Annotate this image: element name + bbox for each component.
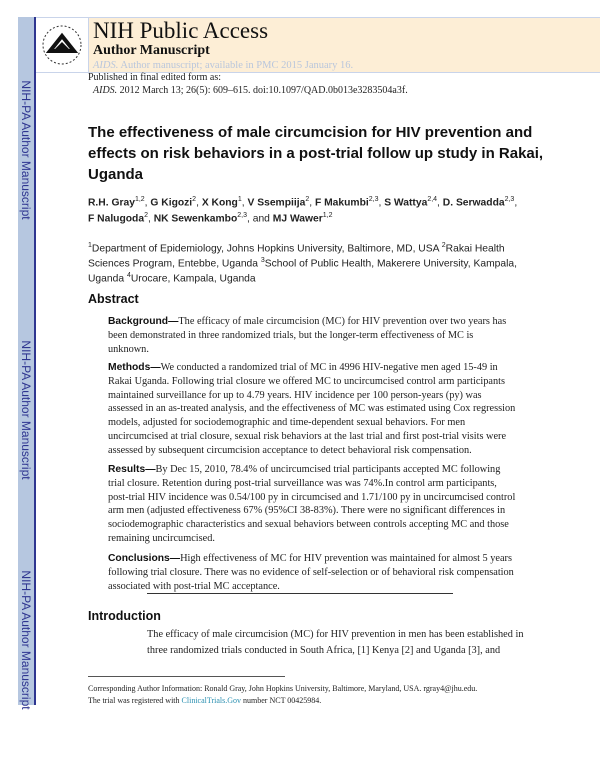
abstract-text: remaining uncircumcised. xyxy=(108,533,215,544)
nih-header xyxy=(36,17,600,73)
author-name[interactable]: D. Serwadda xyxy=(442,197,505,209)
affiliation-text: School of Public Health, Makerere University, Kampala, xyxy=(264,258,517,270)
availability-line xyxy=(93,60,353,71)
and-text: and xyxy=(252,213,270,225)
nih-seal-icon xyxy=(36,18,88,72)
abstract-line xyxy=(108,343,149,357)
author-affiliation-sup: 1,2 xyxy=(134,196,145,203)
side-label: NIH-PA Author Manuscript xyxy=(19,340,33,480)
affiliation-text: Urocare, Kampala, Uganda xyxy=(130,273,256,285)
abstract-line xyxy=(108,566,514,580)
affiliation-text: Sciences Program, Entebbe, Uganda xyxy=(88,258,261,270)
abstract-line xyxy=(108,375,505,389)
author-affiliation-sup: 2,3 xyxy=(368,196,379,203)
author-affiliation-sup: 2,3 xyxy=(237,212,247,219)
citation-text: 2012 March 13; 26(5): 609–615. doi:10.1097/QAD.0b013e3283504a3f. xyxy=(119,85,408,96)
abstract-line xyxy=(108,580,280,594)
author-affiliation-sup: 2 xyxy=(192,196,197,203)
header-banner xyxy=(89,18,600,72)
footnote-rule xyxy=(88,676,285,677)
abstract-text: By Dec 15, 2010, 78.4% of uncircumcised trial participants accepted MC following xyxy=(155,464,501,475)
abstract-text: post-trial HIV incidence was 0.54/100 py in circumcised and 1.71/100 py in uncircumcised control xyxy=(108,491,516,503)
affiliation-line xyxy=(88,269,256,286)
abstract-text: We conducted a randomized trial of MC in 4996 HIV-negative men aged 15-49 in xyxy=(160,362,498,373)
abstract-line xyxy=(108,361,498,375)
abstract-line xyxy=(108,416,465,430)
clinicaltrials-link[interactable]: ClinicalTrials.Gov xyxy=(181,696,242,705)
title-line: Uganda xyxy=(88,166,144,183)
citation-journal: AIDS. xyxy=(93,85,118,96)
citation xyxy=(93,84,408,98)
author-affiliation-sup: 2,3 xyxy=(504,196,515,203)
abstract-text: Rakai Uganda. Following trial closure we offered MC to uncircumcised control arm participants xyxy=(108,375,505,387)
published-label: Published in final edited form as: xyxy=(88,72,222,83)
abstract-section-label: Conclusions— xyxy=(108,553,181,564)
author-name[interactable]: MJ Wawer xyxy=(272,213,323,225)
abstract-line xyxy=(108,491,515,505)
introduction-heading: Introduction xyxy=(88,609,161,623)
abstract-line xyxy=(108,444,472,458)
abstract-text: models, adjusted for sociodemographic and time-dependent sexual behaviors. For men xyxy=(108,417,466,429)
author-line: F Nalugoda$^2$, NK Sewenkambo$^{2,3}$, and MJ Wawer$^{1,2}$ xyxy=(88,212,333,225)
abstract-heading: Abstract xyxy=(88,292,139,306)
author-name[interactable]: F Nalugoda xyxy=(88,213,145,225)
author-name[interactable]: X Kong xyxy=(201,197,238,209)
author-affiliation-sup: 2 xyxy=(305,196,310,203)
title-line: effects on risk behaviors in a post-trial follow up study in Rakai, xyxy=(88,145,544,162)
abstract-section-label: Background— xyxy=(108,316,179,327)
abstract-text: The efficacy of male circumcision (MC) for HIV prevention over two years has xyxy=(178,316,507,327)
abstract-text: sociodemographic characteristics and sexual behaviors between controls accepting MC and those xyxy=(108,519,509,531)
abstract-line xyxy=(108,389,482,403)
affiliation-text: Department of Epidemiology, Johns Hopkins University, Baltimore, MD, USA xyxy=(91,243,442,255)
abstract-section-label: Results— xyxy=(108,464,156,475)
affiliation-text: Uganda xyxy=(88,273,127,285)
abstract-text: trial closure. Retention during post-trial surveillance was was 74%.In control arm participants, xyxy=(108,477,497,489)
author-affiliation-sup: 2 xyxy=(144,212,148,219)
abstract-line xyxy=(108,518,509,532)
abstract-line xyxy=(108,430,506,444)
author-affiliation-sup: 1,2 xyxy=(322,212,333,219)
author-name[interactable]: V Ssempiija xyxy=(247,197,306,209)
abstract-text: been demonstrated in three randomized trials, but the longer-term effectiveness of MC is xyxy=(108,329,474,341)
abstract-text: uncircumcised at trial closure, sexual risk behaviors at the last trial and first post-trial visits were xyxy=(108,431,507,442)
abstract-text: unknown. xyxy=(108,343,149,355)
header-title: NIH Public Access xyxy=(93,18,269,43)
author-name[interactable]: F Makumbi xyxy=(314,197,369,209)
abstract-line xyxy=(108,552,512,566)
trial-prefix: The trial was registered with xyxy=(88,696,182,705)
nih-logo xyxy=(36,18,89,72)
abstract-line xyxy=(108,329,473,343)
title-line: The effectiveness of male circumcision for HIV prevention and xyxy=(88,124,533,141)
side-label: NIH-PA Author Manuscript xyxy=(19,570,33,710)
abstract-line xyxy=(108,463,500,477)
author-line: R.H. Gray$^{1,2}$, G Kigozi$^2$, X Kong$^1$, V Ssempiija$^2$, F Makumbi$^{2,3}$, S Wattya$^{2,4}$, D. Serwadda$^{2,3}$, xyxy=(88,196,518,209)
affiliation-sup: 4 xyxy=(126,272,131,279)
author-affiliation-sup: 1 xyxy=(237,196,242,203)
author-name[interactable]: G Kigozi xyxy=(150,197,193,209)
affiliation-sup: 2 xyxy=(441,242,446,249)
abstract-text: assessed by subsequent circumcision acceptance to detect behavioral risk compensation. xyxy=(108,444,472,456)
abstract-text: associated with post-trial MC acceptance. xyxy=(108,580,280,592)
side-label: NIH-PA Author Manuscript xyxy=(19,80,33,220)
abstract-section-label: Methods— xyxy=(108,362,161,373)
abstract-text: following trial closure. There was no evidence of self-selection or of behavioral risk compensation xyxy=(108,566,514,578)
affiliation-sup: 1 xyxy=(88,242,92,249)
author-name[interactable]: NK Sewenkambo xyxy=(153,213,238,225)
abstract-line xyxy=(108,402,515,416)
abstract-line xyxy=(108,315,506,329)
corresponding-author: Corresponding Author Information: Ronald Gray, John Hopkins University, Baltimore, Maryland, USA. rgray4@jhu.edu. xyxy=(88,684,478,693)
trial-suffix: number NCT 00425984. xyxy=(241,696,322,705)
author-affiliation-sup: 2,4 xyxy=(427,196,438,203)
author-name[interactable]: R.H. Gray xyxy=(88,197,135,209)
abstract-line xyxy=(108,532,215,546)
abstract-text: assessed in an as-treated analysis, and the effectiveness of MC was estimated using Cox regression xyxy=(108,403,516,415)
affiliation-sup: 3 xyxy=(260,257,265,264)
author-name[interactable]: S Wattya xyxy=(384,197,428,209)
abstract-line xyxy=(108,504,505,518)
introduction-line: three randomized trials conducted in South Africa, [1] Kenya [2] and Uganda [3], and xyxy=(147,645,501,656)
availability-text: Author manuscript; available in PMC 2015 January 16. xyxy=(120,60,354,71)
abstract-text: arm men (adjusted effectiveness 67% (95%CI 38-83%). There were no significant differences in xyxy=(108,505,506,517)
header-subtitle: Author Manuscript xyxy=(93,43,210,58)
abstract-text: High effectiveness of MC for HIV prevention was maintained for almost 5 years xyxy=(180,553,512,564)
introduction-line: The efficacy of male circumcision (MC) for HIV prevention in men has been established in xyxy=(147,629,524,640)
abstract-text: maintained surveillance for up to 4.79 years. HIV incidence per 100 person-years (py) was xyxy=(108,389,482,401)
affiliation-text: Rakai Health xyxy=(445,243,505,255)
abstract-line xyxy=(108,477,497,491)
journal-name: AIDS. xyxy=(93,60,119,71)
trial-registration xyxy=(88,695,321,707)
link-underline xyxy=(147,593,453,594)
